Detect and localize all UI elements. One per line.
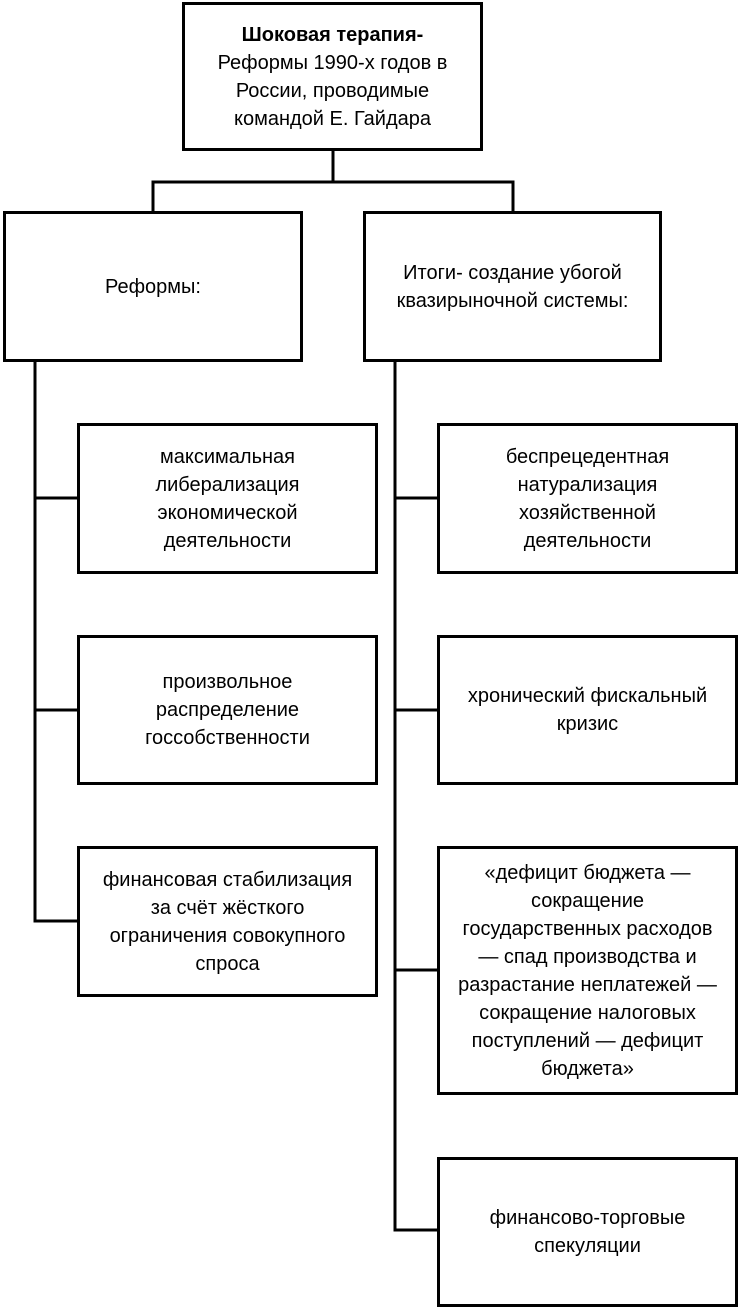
- result-item-line: натурализация: [517, 473, 658, 496]
- reform-item-line: госсобственности: [145, 727, 310, 749]
- reform-item-line: финансовая стабилизация: [102, 868, 353, 891]
- results-node: [363, 211, 662, 362]
- root-line: России, проводимые: [235, 79, 430, 102]
- result-item: [437, 423, 738, 574]
- results-heading-line: квазирыночной системы:: [396, 289, 629, 312]
- root-node: [182, 2, 483, 151]
- reform-item: [77, 635, 378, 785]
- reform-item: [77, 846, 378, 997]
- reform-item: [77, 423, 378, 574]
- result-item-line: «дефицит бюджета —: [484, 861, 691, 884]
- result-item-line: — спад производства и: [478, 945, 697, 968]
- result-item-line: хозяйственной: [519, 501, 656, 524]
- result-item-line: кризис: [556, 713, 619, 735]
- root-line: командой Е. Гайдара: [233, 107, 431, 130]
- reform-item-line: деятельности: [163, 529, 292, 552]
- reform-item-line: распределение: [155, 699, 300, 721]
- result-item-line: сокращение налоговых: [479, 1001, 696, 1024]
- reform-item-line: ограничения совокупного: [109, 924, 346, 947]
- reform-item-line: произвольное: [162, 671, 293, 693]
- results-heading-line: Итоги- создание убогой: [403, 261, 622, 284]
- root-line: Реформы 1990-х годов в: [217, 51, 448, 74]
- result-item: [437, 846, 738, 1095]
- result-item-line: разрастание неплатежей —: [458, 973, 717, 996]
- result-item-line: бюджета»: [541, 1057, 634, 1080]
- result-item-line: спекуляции: [534, 1235, 641, 1257]
- result-item: [437, 635, 738, 785]
- reform-item-line: за счёт жёсткого: [150, 896, 305, 919]
- result-item-line: деятельности: [523, 529, 652, 552]
- reform-item-line: экономической: [157, 501, 298, 524]
- root-title: Шоковая терапия-: [241, 23, 424, 46]
- reforms-heading: Реформы:: [105, 275, 201, 298]
- reform-item-line: либерализация: [155, 473, 300, 496]
- result-item-line: беспрецедентная: [505, 445, 670, 468]
- reforms-node: [3, 211, 303, 362]
- result-item-line: государственных расходов: [462, 917, 713, 940]
- result-item: [437, 1157, 738, 1307]
- result-item-line: сокращение: [530, 889, 645, 912]
- reform-item-line: максимальная: [160, 445, 295, 468]
- reform-item-line: спроса: [195, 952, 260, 975]
- result-item-line: хронический фискальный: [467, 685, 708, 707]
- result-item-line: поступлений — дефицит: [471, 1029, 704, 1052]
- result-item-line: финансово-торговые: [489, 1207, 686, 1229]
